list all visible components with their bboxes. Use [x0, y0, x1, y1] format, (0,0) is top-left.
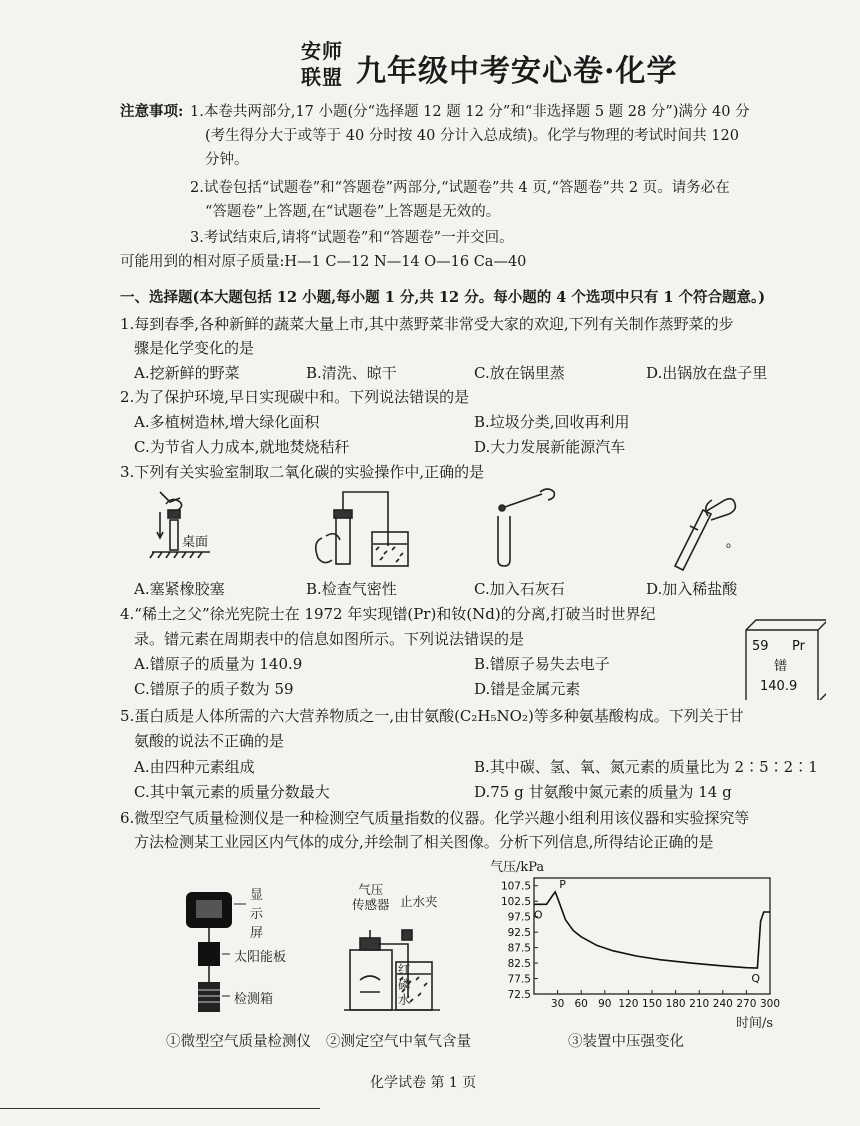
x-tick-label: 210 — [689, 998, 710, 1010]
x-tick-label: 90 — [598, 998, 612, 1010]
q5-stem: 5.蛋白质是人体所需的六大营养物质之一,由甘氨酸(C₂H₅NO₂)等多种氨基酸构成。下列关于甘 — [120, 707, 744, 725]
y-tick-label: 97.5 — [507, 911, 531, 924]
q3-option-d: D.加入稀盐酸 — [646, 580, 738, 598]
fig1-caption: ①微型空气质量检测仪 — [166, 1034, 311, 1050]
notes-line-1: 1.本卷共两部分,17 小题(分“选择题 12 题 12 分”和“非选择题 5 题 28 分”)满分 40 分 — [190, 104, 750, 120]
pressure-series-line — [534, 892, 770, 968]
exam-header — [292, 38, 678, 96]
element-mass: 140.9 — [760, 679, 798, 694]
x-tick-label: 270 — [736, 998, 757, 1010]
q3-fig-b-airtightness-icon — [316, 492, 408, 566]
q4-option-d: D.镨是金属元素 — [474, 680, 581, 698]
q6-stem: 6.微型空气质量检测仪是一种检测空气质量指数的仪器。化学兴趣小组利用该仪器和实验探究等 — [120, 809, 750, 827]
y-tick-label: 107.5 — [500, 880, 531, 893]
q1-option-a: A.挖新鲜的野菜 — [134, 364, 240, 382]
notes-line-3: 3.考试结束后,请将“试题卷”和“答题卷”一并交回。 — [190, 230, 514, 246]
q3-fig-d-acid-icon — [675, 499, 735, 570]
element-number: 59 — [752, 639, 769, 654]
y-tick-label: 92.5 — [507, 927, 531, 940]
x-tick-label: 150 — [641, 998, 663, 1010]
fig2-phosphorus-label: 红 磷 水 — [398, 962, 411, 1007]
fig2-clamp-label: 止水夹 — [400, 894, 438, 909]
notes-line-2: 2.试卷包括“试题卷”和“答题卷”两部分,“试题卷”共 4 页,“答题卷”共 2 页。请务必在 — [190, 180, 730, 196]
q5-option-c: C.其中氧元素的质量分数最大 — [134, 783, 330, 801]
notes-label: 注意事项: — [120, 103, 184, 120]
notes-line-2b: “答题卷”上答题,在“试题卷”上答题是无效的。 — [205, 204, 501, 220]
detector-box-icon — [198, 982, 220, 1012]
notes-line-1b: (考生得分大于或等于 40 分时按 40 分计入总成绩)。化学与物理的考试时间共 120 — [205, 128, 739, 144]
q1-stem-2: 骤是化学变化的是 — [134, 339, 255, 357]
q2-stem: 2.为了保护环境,早日实现碳中和。下列说法错误的是 — [120, 388, 470, 406]
y-tick-label: 87.5 — [507, 942, 531, 955]
q1-option-c: C.放在锅里蒸 — [474, 364, 565, 382]
x-tick-label: 240 — [712, 998, 733, 1010]
q5-option-d: D.75 g 甘氨酸中氮元素的质量为 14 g — [474, 783, 732, 801]
q3-option-b: B.检查气密性 — [306, 580, 397, 598]
q4-option-c: C.镨原子的质子数为 59 — [134, 680, 294, 698]
q4-option-b: B.镨原子易失去电子 — [474, 655, 610, 673]
x-tick-label: 30 — [550, 998, 565, 1010]
chart-point-label-q: Q — [751, 972, 761, 986]
q3-stem: 3.下列有关实验室制取二氧化碳的实验操作中,正确的是 — [120, 463, 485, 481]
element-name: 镨 — [774, 659, 788, 674]
element-symbol: Pr — [792, 639, 805, 654]
x-tick-label: 300 — [759, 998, 781, 1010]
q3-fig-c-limestone-icon — [498, 489, 554, 566]
q1-stem: 1.每到春季,各种新鲜的蔬菜大量上市,其中蒸野菜非常受大家的欢迎,下列有关制作蒸野菜的步 — [120, 315, 734, 333]
chart-point-label-p: P — [559, 877, 566, 891]
flask-icon — [350, 950, 392, 1010]
q2-option-b: B.垃圾分类,回收再利用 — [474, 413, 630, 431]
notes-line-1c: 分钟。 — [205, 152, 249, 168]
x-tick-label: 120 — [618, 998, 639, 1010]
element-card — [744, 618, 826, 700]
q1-option-b: B.清洗、晾干 — [306, 364, 397, 382]
q2-option-a: A.多植树造林,增大绿化面积 — [134, 413, 320, 431]
publisher-logo: 安师 联盟 — [301, 39, 343, 89]
clamp-icon — [402, 930, 412, 940]
q6-stem-2: 方法检测某工业园区内气体的成分,并绘制了相关图像。分析下列信息,所得结论正确的是 — [134, 833, 714, 851]
q1-option-d: D.出锅放在盘子里 — [646, 364, 768, 382]
q5-stem-2: 氨酸的说法不正确的是 — [134, 732, 285, 750]
q4-stem: 4.“稀土之父”徐光宪院士在 1972 年实现镨(Pr)和钕(Nd)的分离,打破当时世界纪 — [120, 605, 656, 623]
chart-xlabel: 时间/s — [736, 1016, 774, 1031]
x-tick-label: 60 — [574, 998, 588, 1010]
fig2-sensor-label: 气压 传感器 — [352, 882, 390, 912]
q3-option-c: C.加入石灰石 — [474, 580, 565, 598]
solar-panel-icon — [198, 942, 220, 966]
q2-option-c: C.为节省人力成本,就地焚烧秸秆 — [134, 438, 350, 456]
pressure-chart — [490, 872, 800, 1022]
q2-option-d: D.大力发展新能源汽车 — [474, 438, 626, 456]
fig1-solar-label: 太阳能板 — [234, 950, 287, 965]
chart-point-label-o: O — [533, 908, 543, 922]
fig1-box-label: 检测箱 — [234, 992, 274, 1007]
q4-option-a: A.镨原子的质量为 140.9 — [134, 655, 303, 673]
fig3-caption: ③装置中压强变化 — [568, 1034, 684, 1050]
page-title: 九年级中考安心卷·化学 — [356, 54, 678, 89]
fig1-screen-label: 显 示 屏 — [250, 888, 264, 941]
q5-option-a: A.由四种元素组成 — [134, 758, 255, 776]
y-tick-label: 82.5 — [507, 958, 531, 971]
q3-option-a: A.塞紧橡胶塞 — [134, 580, 225, 598]
svg-text:ᴏ: ᴏ — [726, 541, 731, 550]
y-tick-label: 102.5 — [500, 896, 531, 909]
fig2-caption: ②测定空气中氧气含量 — [326, 1034, 471, 1050]
y-tick-label: 77.5 — [507, 973, 531, 986]
page-footer: 化学试卷 第 1 页 — [370, 1075, 477, 1091]
chart-ylabel: 气压/kPa — [490, 860, 545, 875]
chart-axes-frame — [534, 878, 770, 994]
q4-stem-2: 录。镨元素在周期表中的信息如图所示。下列说法错误的是 — [134, 630, 525, 648]
atomic-masses: 可能用到的相对原子质量:H—1 C—12 N—14 O—16 Ca—40 — [120, 254, 527, 270]
section-heading: 一、选择题(本大题包括 12 小题,每小题 1 分,共 12 分。每小题的 4 个选项中只有 1 个符合题意。) — [120, 289, 766, 306]
q3-figures — [130, 486, 770, 576]
y-tick-label: 72.5 — [507, 989, 531, 1001]
x-tick-label: 180 — [665, 998, 686, 1010]
q3-desk-label: 桌面 — [182, 535, 209, 550]
bottom-rule — [0, 1108, 320, 1109]
q5-option-b: B.其中碳、氢、氧、氮元素的质量比为 2∶5∶2∶1 — [474, 758, 818, 776]
